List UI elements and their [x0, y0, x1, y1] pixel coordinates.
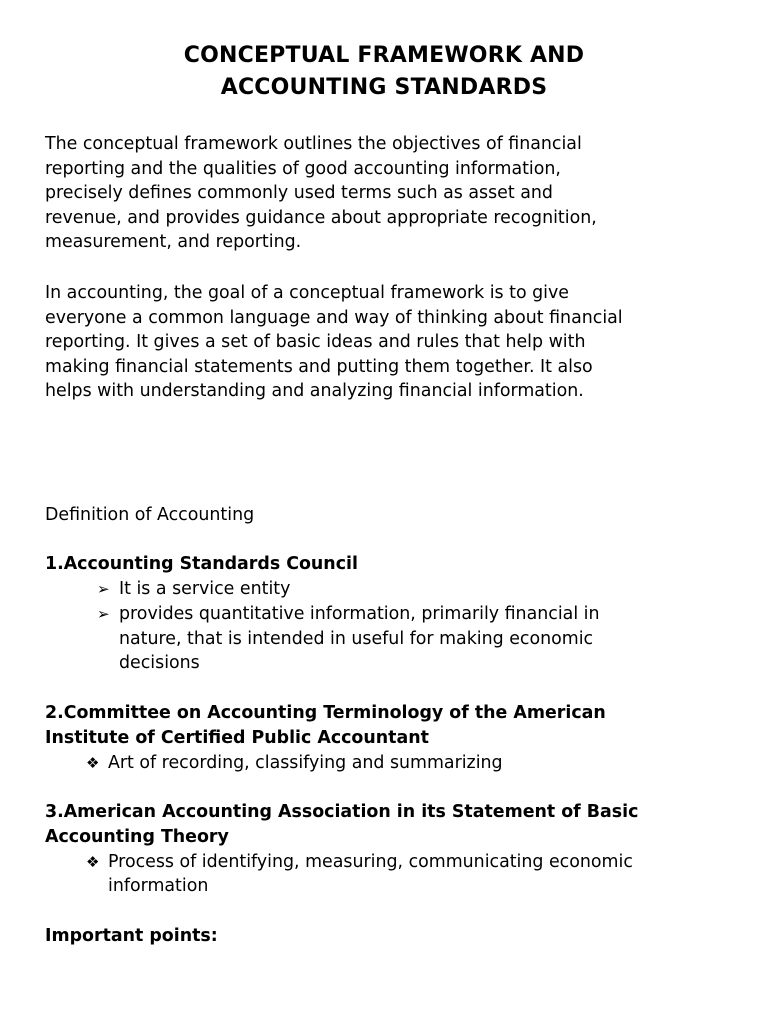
bullet-text: provides quantitative information, primarily financial in — [119, 604, 600, 624]
bullet-continuation: decisions — [119, 653, 200, 673]
section-3-bullet-1 — [86, 850, 633, 875]
title-line-2: ACCOUNTING STANDARDS — [220, 75, 548, 100]
paragraph-line: making financial statements and putting them together. It also — [45, 356, 593, 377]
document-title — [0, 40, 768, 104]
paragraph-line: everyone a common language and way of thinking about financial — [45, 307, 623, 328]
paragraph-line: helps with understanding and analyzing financial information. — [45, 381, 584, 402]
section-3-heading-line-1: 3.American Accounting Association in its Statement of Basic — [45, 802, 639, 822]
paragraph-line: revenue, and provides guidance about appropriate recognition, — [45, 207, 597, 228]
diamond-bullet-icon: ❖ — [86, 754, 100, 772]
definition-heading: Definition of Accounting — [45, 505, 255, 525]
section-2-heading-line-2: Institute of Certified Public Accountant — [45, 728, 429, 748]
section-2-bullet-1 — [86, 751, 503, 776]
paragraph-line: precisely defines commonly used terms such as asset and — [45, 183, 553, 204]
section-2-heading-line-1: 2.Committee on Accounting Terminology of the American — [45, 703, 606, 723]
arrow-bullet-icon: ➢ — [97, 580, 110, 598]
bullet-text: It is a service entity — [119, 579, 291, 599]
arrow-bullet-icon: ➢ — [97, 605, 110, 623]
paragraph-line: In accounting, the goal of a conceptual framework is to give — [45, 283, 569, 303]
section-3-heading-line-2: Accounting Theory — [45, 827, 229, 847]
section-1-bullet-1 — [97, 577, 290, 602]
section-1-bullet-2 — [97, 602, 600, 627]
goal-paragraph — [45, 281, 735, 404]
paragraph-line: reporting and the qualities of good accounting information, — [45, 158, 561, 179]
important-points-heading: Important points: — [45, 926, 218, 946]
paragraph-line: measurement, and reporting. — [45, 232, 302, 253]
bullet-continuation: nature, that is intended in useful for making economic — [119, 629, 594, 649]
paragraph-line: reporting. It gives a set of basic ideas and rules that help with — [45, 332, 586, 353]
bullet-text: Process of identifying, measuring, communicating economic — [108, 852, 633, 872]
bullet-text: Art of recording, classifying and summarizing — [108, 753, 503, 773]
section-1-heading: 1.Accounting Standards Council — [45, 554, 358, 574]
intro-paragraph — [45, 132, 735, 255]
title-line-1: CONCEPTUAL FRAMEWORK AND — [183, 43, 585, 68]
diamond-bullet-icon: ❖ — [86, 853, 100, 871]
bullet-continuation: information — [108, 876, 209, 896]
paragraph-line: The conceptual framework outlines the objectives of financial — [45, 134, 582, 154]
